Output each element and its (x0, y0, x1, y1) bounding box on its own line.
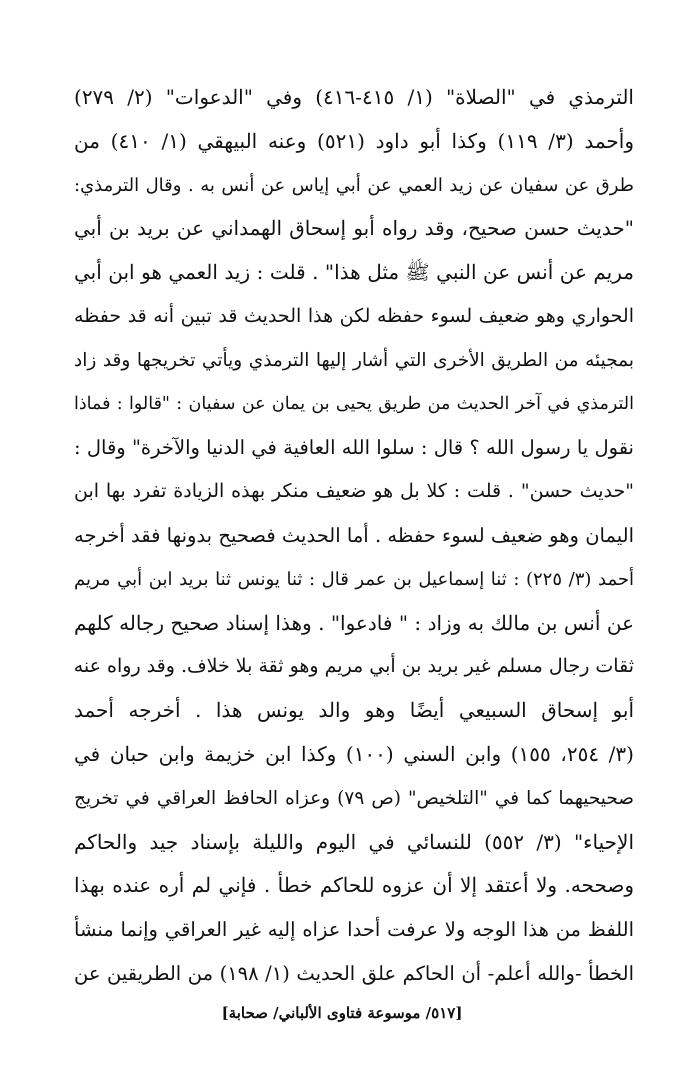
text-line: أحمد (٣/ ٢٢٥) : ثنا إسماعيل بن عمر قال : ثنا يونس ثنا بريد ابن أبي مريم (74, 568, 634, 590)
text-line: مريم عن أنس عن النبي ﷺ مثل هذا" . قلت : زيد العمي هو ابن أبي (74, 260, 634, 285)
text-line: (٣/ ٢٥٤، ١٥٥) وابن السني (١٠٠) وكذا ابن خزيمة وابن حبان في (74, 741, 634, 766)
text-line: وأحمد (٣/ ١١٩) وكذا أبو داود (٥٢١) وعنه البيهقي (١/ ٤١٠) من (74, 128, 634, 153)
text-line: الإحياء" (٣/ ٥٥٢) للنسائي في اليوم والليلة بإسناد جيد والحاكم (74, 829, 634, 854)
text-line: نقول يا رسول الله ؟ قال : سلوا الله العافية في الدنيا والآخرة" وقال : (74, 436, 634, 460)
text-line: الخطأ -والله أعلم- أن الحاكم علق الحديث (١/ ١٩٨) من الطريقين عن (74, 961, 634, 985)
text-line: الحواري وهو ضعيف لسوء حفظه لكن هذا الحديث قد تبين أنه قد حفظه (74, 304, 634, 327)
text-line: طرق عن سفيان عن زيد العمي عن أبي إياس عن أنس به . وقال الترمذي: (74, 174, 634, 196)
text-line: أبو إسحاق السبيعي أيضًا وهو والد يونس هذا . أخرجه أحمد (74, 698, 634, 723)
text-line: "حديث حسن" . قلت : كلا بل هو ضعيف منكر بهذه الزيادة تفرد بها ابن (74, 480, 634, 503)
text-line: ثقات رجال مسلم غير بريد بن أبي مريم وهو ثقة بلا خلاف. وقد رواه عنه (74, 655, 634, 678)
text-line: بمجيئه من الطريق الأخرى التي أشار إليها الترمذي ويأتي تخريجها وقد زاد (74, 349, 634, 371)
text-line: وصححه. ولا أعتقد إلا أن عزوه للحاكم خطأ . فإني لم أره عنده بهذا (74, 873, 634, 898)
text-line: عن أنس بن مالك به وزاد : " فادعوا" . وهذا إسناد صحيح رجاله كلهم (74, 610, 634, 635)
text-line: اليمان وهو ضعيف لسوء حفظه . أما الحديث فصحيح بدونها فقد أخرجه (74, 523, 634, 547)
text-line: صحيحيهما كما في "التلخيص" (ص ٧٩) وعزاه الحافظ العراقي في تخريج (74, 787, 634, 809)
text-line: الترمذي في "الصلاة" (١/ ٤١٥-٤١٦) وفي "الدعوات" (٢/ ٢٧٩) (74, 85, 634, 109)
text-line: الترمذي في آخر الحديث من طريق يحيى بن يمان عن سفيان : "قالوا : فماذا (74, 393, 634, 414)
page-footer: [٥١٧/ موسوعة فتاوى الألباني/ صحابة] (221, 1004, 463, 1022)
text-line: اللفظ من هذا الوجه ولا عرفت أحدا عزاه إليه غير العراقي وإنما منشأ (74, 918, 634, 942)
text-line: "حديث حسن صحيح، وقد رواه أبو إسحاق الهمداني عن بريد بن أبي (74, 216, 634, 241)
body-text (74, 76, 634, 996)
